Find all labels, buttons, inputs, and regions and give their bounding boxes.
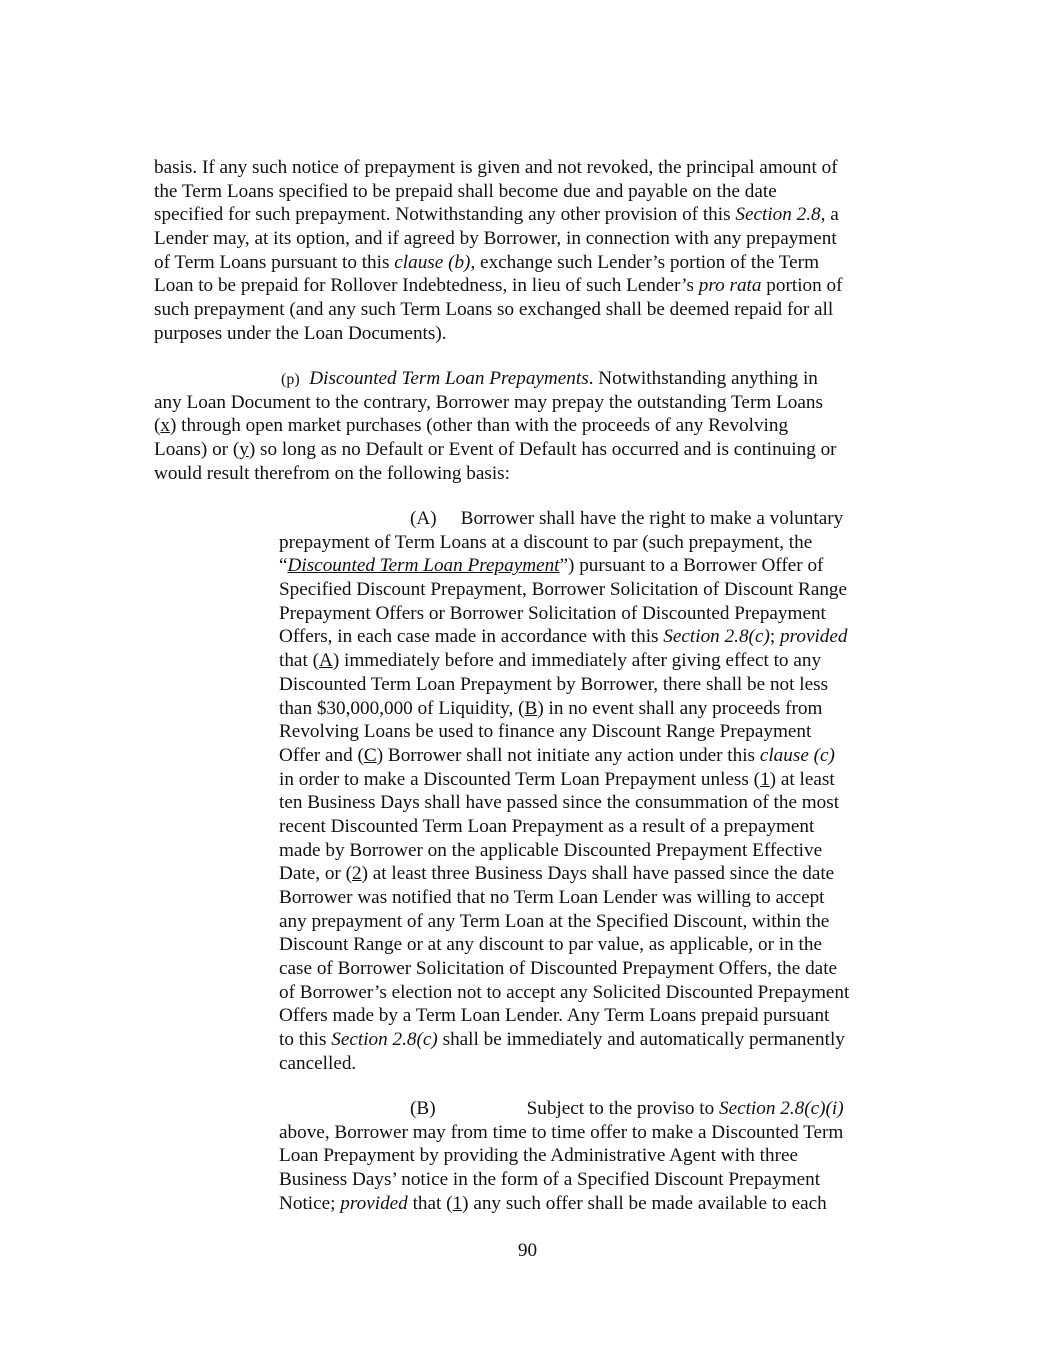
text-segment: ) any such offer shall be made available to each: [462, 1192, 827, 1214]
text-line: [154, 322, 843, 346]
text-segment: Offer and (: [279, 744, 364, 766]
enumerator: C: [363, 744, 377, 766]
text-segment: ) so long as no Default or Event of Default has occurred and is continuing or: [248, 439, 837, 461]
enumerator: x: [160, 415, 170, 437]
text-segment: specified for such prepayment. Notwithstanding any other provision of this: [154, 204, 736, 226]
text-line: [279, 673, 849, 697]
text-segment: (: [154, 415, 161, 437]
text-line: [279, 815, 849, 839]
text-segment: . Notwithstanding anything in: [588, 368, 818, 389]
paragraph-marker: (p): [281, 371, 300, 388]
paragraph-discounted-prepayments: [154, 367, 837, 485]
text-segment: case of Borrower Solicitation of Discounted Prepayment Offers, the date: [279, 958, 838, 980]
text-segment: Loan to be prepaid for Rollover Indebtedness, in lieu of such Lender’s: [154, 275, 699, 297]
clause-reference: clause (c): [759, 744, 835, 766]
text-line: [154, 180, 843, 204]
text-segment: any Loan Document to the contrary, Borrower may prepay the outstanding Term Loans: [154, 391, 823, 413]
defined-term: Discounted Term Loan Prepayment: [287, 555, 560, 577]
text-segment: prepayment of Term Loans at a discount to par (such prepayment, the: [279, 531, 813, 553]
enumerator: B: [524, 697, 538, 719]
text-line: [279, 1192, 844, 1216]
text-segment: Prepayment Offers or Borrower Solicitation of Discounted Prepayment: [279, 602, 826, 624]
text-segment: shall be immediately and automatically permanently: [437, 1029, 845, 1051]
text-segment: Loans) or (: [154, 439, 240, 461]
text-segment: purposes under the Loan Documents).: [154, 322, 447, 344]
text-line: [279, 862, 849, 886]
text-line: [154, 227, 843, 251]
text-line: [279, 933, 849, 957]
subparagraph-b: [279, 1097, 844, 1215]
clause-reference: clause (b): [394, 251, 471, 273]
text-line: [154, 203, 843, 227]
text-line: [279, 1121, 844, 1145]
text-segment: Borrower shall have the right to make a voluntary: [460, 508, 844, 529]
text-line: [154, 367, 837, 391]
text-line: [279, 531, 849, 555]
section-reference: Section 2.8(c): [663, 626, 770, 648]
section-reference: Section 2.8(c)(i): [718, 1098, 844, 1119]
paragraph-marker: (A): [410, 508, 437, 529]
paragraph-marker: (B): [410, 1098, 436, 1119]
text-line: [279, 768, 849, 792]
text-line: [154, 251, 843, 275]
enumerator: 2: [351, 863, 362, 885]
text-segment: would result therefrom on the following basis:: [154, 462, 510, 484]
text-line: [279, 1097, 844, 1121]
text-segment: portion of: [761, 275, 843, 297]
text-line: [279, 554, 849, 578]
text-line: [154, 156, 843, 180]
text-segment: ten Business Days shall have passed since the consummation of the most: [279, 792, 840, 814]
paragraph-prepayment-continuation: [154, 156, 843, 346]
text-line: [279, 1168, 844, 1192]
text-segment: ) at least three Business Days shall have passed since the date: [361, 863, 835, 885]
text-line: [279, 720, 849, 744]
text-segment: ) immediately before and immediately after giving effect to any: [332, 650, 822, 672]
text-line: [279, 744, 849, 768]
text-segment: Specified Discount Prepayment, Borrower Solicitation of Discount Range: [279, 579, 848, 601]
text-segment: of Term Loans pursuant to this: [154, 251, 395, 273]
section-reference: Section 2.8: [735, 204, 821, 226]
paragraph-heading: Discounted Term Loan Prepayments: [309, 368, 589, 389]
italic-term: provided: [340, 1192, 408, 1214]
text-line: [154, 391, 837, 415]
text-line: [279, 791, 849, 815]
text-segment: to this: [279, 1029, 332, 1051]
text-segment: ) at least: [769, 768, 835, 790]
text-segment: basis. If any such notice of prepayment is given and not revoked, the principal amount of: [154, 157, 838, 178]
text-segment: , exchange such Lender’s portion of the Term: [470, 251, 819, 273]
text-segment: ”) pursuant to a Borrower Offer of: [559, 555, 824, 577]
text-segment: Borrower was notified that no Term Loan Lender was willing to accept: [279, 887, 825, 908]
text-segment: that (: [279, 650, 319, 672]
text-line: [279, 602, 849, 626]
text-line: [279, 839, 849, 863]
text-segment: any prepayment of any Term Loan at the Specified Discount, within the: [279, 910, 830, 932]
text-line: [154, 462, 837, 486]
text-line: [154, 438, 837, 462]
enumerator: y: [239, 439, 249, 461]
text-line: [279, 981, 849, 1005]
text-line: [279, 1028, 849, 1052]
italic-term: pro rata: [698, 275, 762, 297]
text-segment: above, Borrower may from time to time offer to make a Discounted Term: [279, 1121, 844, 1143]
text-segment: that (: [407, 1192, 453, 1214]
text-segment: Lender may, at its option, and if agreed by Borrower, in connection with any prepayment: [154, 228, 837, 250]
text-segment: Subject to the proviso to: [526, 1098, 719, 1119]
text-segment: than $30,000,000 of Liquidity, (: [279, 697, 525, 719]
text-line: [279, 1052, 849, 1076]
text-line: [279, 886, 849, 910]
enumerator: 1: [452, 1192, 463, 1214]
text-segment: ) Borrower shall not initiate any action under this: [376, 744, 760, 766]
text-segment: ) through open market purchases (other than with the proceeds of any Revolving: [169, 415, 789, 437]
text-segment: Notice;: [279, 1192, 341, 1214]
italic-term: provided: [780, 626, 848, 648]
enumerator: 1: [760, 768, 770, 790]
text-segment: ) in no event shall any proceeds from: [537, 697, 823, 719]
text-line: [154, 414, 837, 438]
page-number: 90: [517, 1240, 538, 1261]
subparagraph-a: [279, 507, 849, 1076]
text-line: [279, 625, 849, 649]
text-line: [279, 957, 849, 981]
text-line: [154, 298, 843, 322]
text-segment: Loan Prepayment by providing the Administrative Agent with three: [279, 1145, 799, 1167]
enumerator: A: [318, 650, 333, 672]
text-segment: ;: [769, 626, 780, 648]
text-segment: “: [279, 555, 288, 577]
text-segment: Discount Range or at any discount to par value, as applicable, or in the: [279, 934, 822, 956]
text-segment: such prepayment (and any such Term Loans so exchanged shall be deemed repaid for all: [154, 299, 834, 321]
text-segment: Discounted Term Loan Prepayment by Borrower, there shall be not less: [279, 673, 829, 695]
text-line: [279, 1144, 844, 1168]
text-segment: , a: [820, 204, 839, 226]
text-line: [279, 910, 849, 934]
text-segment: Offers, in each case made in accordance with this: [279, 626, 664, 648]
text-segment: of Borrower’s election not to accept any Solicited Discounted Prepayment: [279, 981, 850, 1003]
text-segment: Date, or (: [279, 863, 352, 885]
text-line: [279, 649, 849, 673]
text-segment: Business Days’ notice in the form of a Specified Discount Prepayment: [279, 1169, 821, 1191]
text-line: [279, 578, 849, 602]
text-line: [154, 274, 843, 298]
text-segment: Revolving Loans be used to finance any Discount Range Prepayment: [279, 721, 812, 743]
text-segment: recent Discounted Term Loan Prepayment as a result of a prepayment: [279, 815, 815, 837]
text-segment: the Term Loans specified to be prepaid shall become due and payable on the date: [154, 180, 777, 202]
text-segment: Offers made by a Term Loan Lender. Any Term Loans prepaid pursuant: [279, 1005, 830, 1027]
text-segment: cancelled.: [279, 1052, 357, 1074]
section-reference: Section 2.8(c): [331, 1029, 438, 1051]
text-line: [279, 507, 849, 531]
text-line: [279, 697, 849, 721]
text-segment: in order to make a Discounted Term Loan Prepayment unless (: [279, 768, 761, 790]
text-line: [279, 1004, 849, 1028]
text-segment: made by Borrower on the applicable Discounted Prepayment Effective: [279, 839, 823, 861]
